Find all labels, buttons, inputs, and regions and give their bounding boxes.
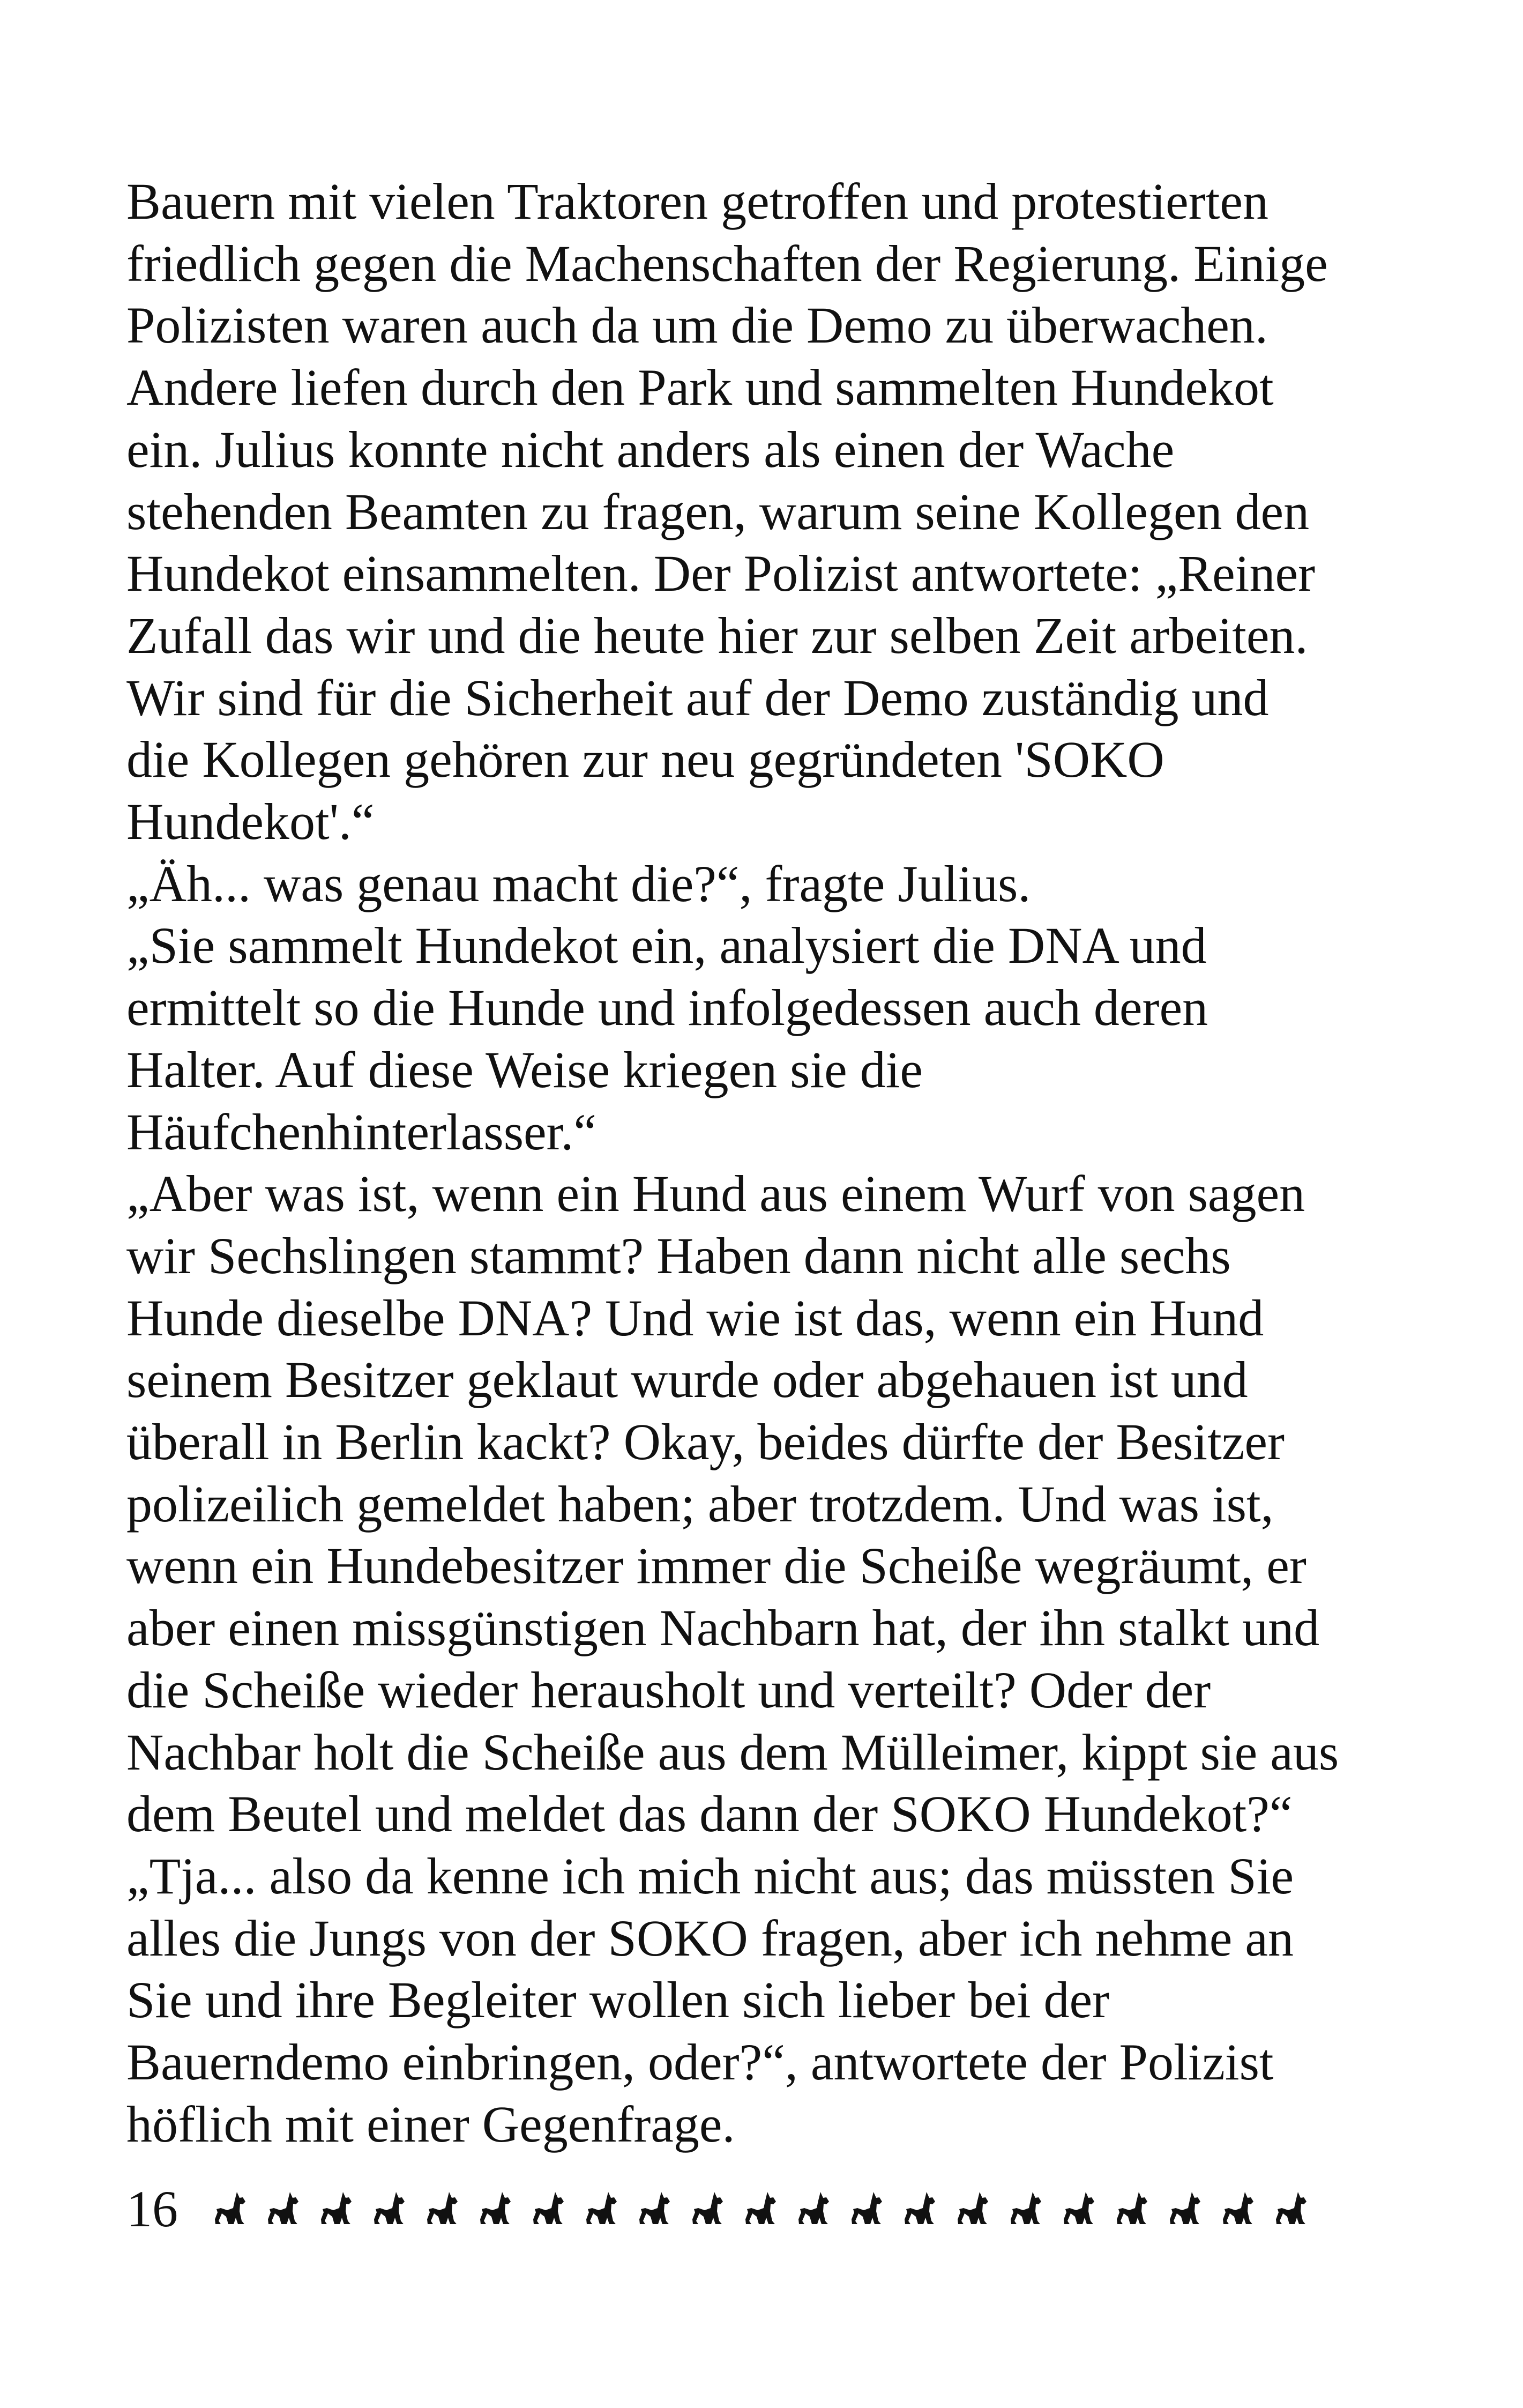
text-line: alles die Jungs von der SOKO fragen, aber ich nehme an [126, 1909, 1294, 1967]
text-line: Hunde dieselbe DNA? Und wie ist das, wenn ein Hund [126, 1289, 1264, 1347]
dog-silhouette-icon [1221, 2190, 1257, 2227]
page-footer [126, 2176, 1310, 2241]
dog-silhouette-icon [372, 2190, 408, 2227]
dog-silhouette-icon [213, 2190, 249, 2227]
text-line: Zufall das wir und die heute hier zur selben Zeit arbeiten. [126, 606, 1308, 664]
text-line: aber einen missgünstigen Nachbarn hat, der ihn stalkt und [126, 1599, 1320, 1657]
text-line: dem Beutel und meldet das dann der SOKO Hundekot?“ [126, 1785, 1293, 1843]
text-line: Nachbar holt die Scheiße aus dem Mülleimer, kippt sie aus [126, 1723, 1339, 1781]
text-line: Wir sind für die Sicherheit auf der Demo zuständig und [126, 668, 1269, 726]
text-line: Andere liefen durch den Park und sammelten Hundekot [126, 359, 1274, 417]
text-line: höflich mit einer Gegenfrage. [126, 2095, 735, 2153]
dog-silhouette-icon [691, 2190, 726, 2227]
dog-silhouette-icon [479, 2190, 514, 2227]
text-line: wenn ein Hundebesitzer immer die Scheiße wegräumt, er [126, 1537, 1307, 1595]
dog-silhouette-icon [425, 2190, 461, 2227]
dog-silhouette-icon [266, 2190, 302, 2227]
dog-silhouette-icon [1009, 2190, 1044, 2227]
text-line: ermittelt so die Hunde und infolgedessen auch deren [126, 979, 1208, 1037]
dog-silhouette-icon [585, 2190, 620, 2227]
text-line: Sie und ihre Begleiter wollen sich lieber bei der [126, 1971, 1110, 2029]
text-line: seinem Besitzer geklaut wurde oder abgehauen ist und [126, 1351, 1248, 1409]
body-text [126, 170, 1413, 2156]
text-line: friedlich gegen die Machenschaften der Regierung. Einige [126, 234, 1328, 292]
text-line: Bauerndemo einbringen, oder?“, antwortete der Polizist [126, 2033, 1274, 2091]
dog-silhouette-icon [797, 2190, 832, 2227]
text-line: „Sie sammelt Hundekot ein, analysiert die DNA und [126, 917, 1207, 975]
ornament-row [213, 2190, 1310, 2227]
text-line: Hundekot'.“ [126, 793, 375, 851]
dog-silhouette-icon [850, 2190, 885, 2227]
text-line: Bauern mit vielen Traktoren getroffen und protestierten [126, 173, 1269, 230]
dog-silhouette-icon [532, 2190, 567, 2227]
text-line: „Tja... also da kenne ich mich nicht aus; das müssten Sie [126, 1847, 1294, 1905]
dog-silhouette-icon [903, 2190, 938, 2227]
dog-silhouette-icon [744, 2190, 779, 2227]
text-line: polizeilich gemeldet haben; aber trotzdem. Und was ist, [126, 1475, 1274, 1533]
dog-silhouette-icon [1115, 2190, 1151, 2227]
text-line: ein. Julius konnte nicht anders als einen der Wache [126, 420, 1175, 478]
text-line: die Kollegen gehören zur neu gegründeten 'SOKO [126, 731, 1164, 789]
text-line: die Scheiße wieder herausholt und verteilt? Oder der [126, 1661, 1211, 1719]
page-number: 16 [126, 2180, 178, 2238]
text-line: „Aber was ist, wenn ein Hund aus einem Wurf von sagen [126, 1165, 1305, 1223]
text-line: Polizisten waren auch da um die Demo zu überwachen. [126, 296, 1268, 354]
text-line: Hundekot einsammelten. Der Polizist antwortete: „Reiner [126, 545, 1316, 603]
dog-silhouette-icon [319, 2190, 355, 2227]
text-line: wir Sechslingen stammt? Haben dann nicht alle sechs [126, 1227, 1231, 1284]
dog-silhouette-icon [1274, 2190, 1310, 2227]
dog-silhouette-icon [1168, 2190, 1204, 2227]
dog-silhouette-icon [956, 2190, 991, 2227]
text-line: Häufchenhinterlasser.“ [126, 1103, 596, 1161]
text-line: „Äh... was genau macht die?“, fragte Julius. [126, 854, 1031, 912]
dog-silhouette-icon [638, 2190, 673, 2227]
text-line: Halter. Auf diese Weise kriegen sie die [126, 1041, 923, 1098]
text-line: stehenden Beamten zu fragen, warum seine Kollegen den [126, 482, 1310, 540]
text-line: überall in Berlin kackt? Okay, beides dürfte der Besitzer [126, 1413, 1285, 1471]
dog-silhouette-icon [1062, 2190, 1098, 2227]
